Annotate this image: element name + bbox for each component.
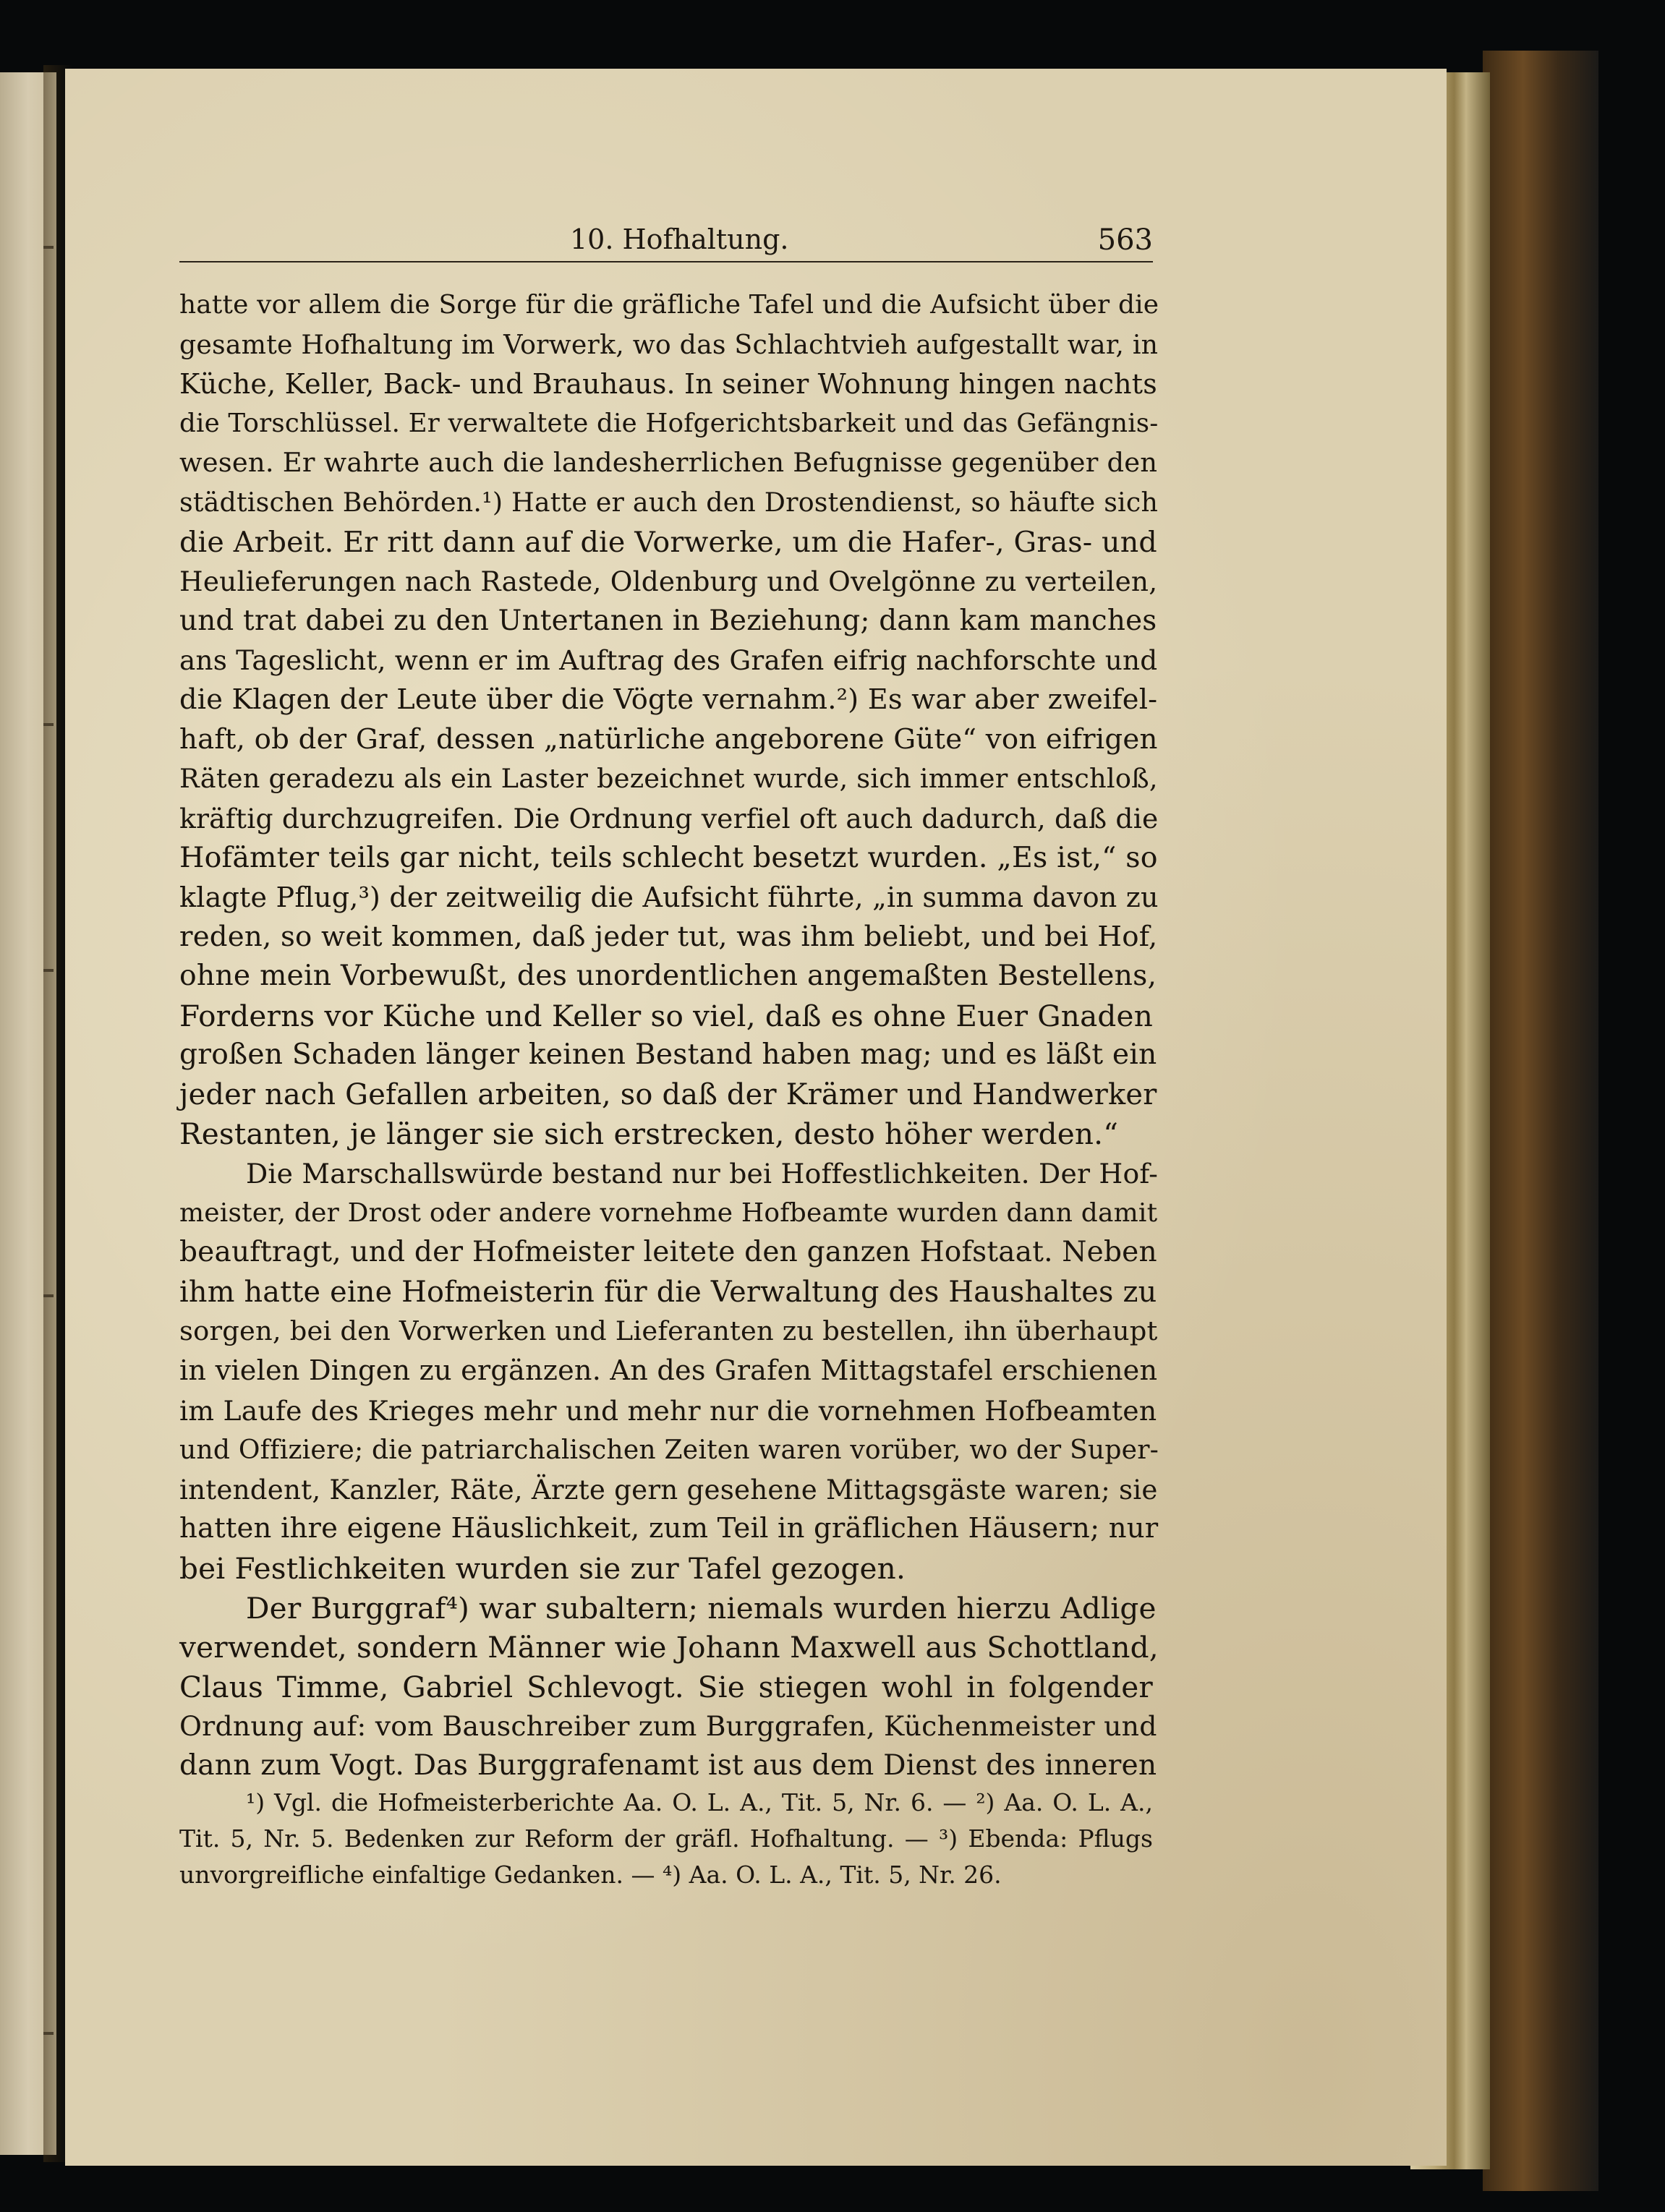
text-line: wesen. Er wahrte auch die landesherrlichen Befugnisse gegenüber den <box>179 447 1158 479</box>
text-line: Küche, Keller, Back- und Brauhaus. In seiner Wohnung hingen nachts <box>179 368 1157 401</box>
text-line: kräftig durchzugreifen. Die Ordnung verfiel oft auch dadurch, daß die <box>179 802 1159 834</box>
footnote-line: unvorgreifliche einfaltige Gedanken. — ⁴) Aa. O. L. A., Tit. 5, Nr. 26. <box>179 1861 1002 1889</box>
footnote-line: Tit. 5, Nr. 5. Bedenken zur Reform der gräfl. Hofhaltung. — ³) Ebenda: Pflugs <box>179 1824 1153 1853</box>
text-line: in vielen Dingen zu ergänzen. An des Grafen Mittagstafel erschienen <box>179 1355 1158 1388</box>
page-header <box>179 221 1153 262</box>
body-text <box>179 286 1159 1786</box>
text-line: städtischen Behörden.¹) Hatte er auch den Drostendienst, so häufte sich <box>179 486 1159 518</box>
text-line: und Offiziere; die patriarchalischen Zeiten waren vorüber, wo der Super- <box>179 1435 1159 1466</box>
text-line: dann zum Vogt. Das Burggrafenamt ist aus dem Dienst des inneren <box>179 1748 1157 1782</box>
text-line: Räten geradezu als ein Laster bezeichnet wurde, sich immer entschloß, <box>179 763 1158 795</box>
text-line: die Klagen der Leute über die Vögte vernahm.²) Es war aber zweifel- <box>179 683 1158 716</box>
text-line: ihm hatte eine Hofmeisterin für die Verwaltung des Haushaltes zu <box>179 1275 1157 1309</box>
text-line: bei Festlichkeiten wurden sie zur Tafel gezogen. <box>179 1551 906 1586</box>
text-line: sorgen, bei den Vorwerken und Lieferanten zu bestellen, ihn überhaupt <box>179 1315 1158 1347</box>
page-number: 563 <box>1097 223 1153 257</box>
text-line: jeder nach Gefallen arbeiten, so daß der Krämer und Handwerker <box>179 1077 1157 1111</box>
binding-stitch <box>43 723 54 726</box>
text-line: Ordnung auf: vom Bauschreiber zum Burggrafen, Küchenmeister und <box>179 1710 1157 1743</box>
text-line: großen Schaden länger keinen Bestand haben mag; und es läßt ein <box>179 1038 1157 1072</box>
text-line: gesamte Hofhaltung im Vorwerk, wo das Schlachtvieh aufgestallt war, in <box>179 328 1159 360</box>
text-line: reden, so weit kommen, daß jeder tut, was ihm beliebt, und bei Hof, <box>179 920 1158 953</box>
binding-stitch <box>43 2032 54 2035</box>
text-line: meister, der Drost oder andere vornehme Hofbeamte wurden dann damit <box>179 1197 1158 1228</box>
text-line: Die Marschallswürde bestand nur bei Hoffestlichkeiten. Der Hof- <box>246 1158 1159 1190</box>
binding-stitch <box>43 246 54 249</box>
text-line: hatte vor allem die Sorge für die gräfliche Tafel und die Aufsicht über die <box>179 290 1159 320</box>
text-line: Forderns vor Küche und Keller so viel, daß es ohne Euer Gnaden <box>179 998 1153 1033</box>
text-line: und trat dabei zu den Untertanen in Beziehung; dann kam manches <box>179 604 1157 637</box>
text-line: Claus Timme, Gabriel Schlevogt. Sie stiegen wohl in folgender <box>179 1669 1153 1704</box>
text-line: ohne mein Vorbewußt, des unordentlichen angemaßten Bestellens, <box>179 960 1157 993</box>
footnote-line: ¹) Vgl. die Hofmeisterberichte Aa. O. L. A., Tit. 5, Nr. 6. — ²) Aa. O. L. A., <box>246 1788 1153 1816</box>
book-cover-edge <box>1483 51 1598 2191</box>
text-line: verwendet, sondern Männer wie Johann Maxwell aus Schottland, <box>179 1630 1159 1665</box>
text-line: ans Tageslicht, wenn er im Auftrag des Grafen eifrig nachforschte und <box>179 644 1158 677</box>
text-line: haft, ob der Graf, dessen „natürliche angeborene Güte“ von eifrigen <box>179 722 1158 756</box>
text-line: die Torschlüssel. Er verwaltete die Hofgerichtsbarkeit und das Gefängnis- <box>179 408 1159 438</box>
text-line: hatten ihre eigene Häuslichkeit, zum Teil in gräflichen Häusern; nur <box>179 1512 1159 1545</box>
text-line: Restanten, je länger sie sich erstrecken, desto höher werden.“ <box>179 1116 1119 1152</box>
binding-stitch <box>43 1294 54 1297</box>
text-line: intendent, Kanzler, Räte, Ärzte gern gesehene Mittagsgäste waren; sie <box>179 1473 1158 1506</box>
text-line: Der Burggraf⁴) war subaltern; niemals wurden hierzu Adlige <box>246 1590 1157 1626</box>
text-line: klagte Pflug,³) der zeitweilig die Aufsicht führte, „in summa davon zu <box>179 881 1159 913</box>
text-line: im Laufe des Krieges mehr und mehr nur die vornehmen Hofbeamten <box>179 1394 1157 1427</box>
running-head: 10. Hofhaltung. <box>570 223 789 255</box>
text-line: Hofämter teils gar nicht, teils schlecht besetzt wurden. „Es ist,“ so <box>179 841 1158 875</box>
text-line: die Arbeit. Er ritt dann auf die Vorwerke, um die Hafer-, Gras- und <box>179 525 1157 559</box>
text-line: Heulieferungen nach Rastede, Oldenburg und Ovelgönne zu verteilen, <box>179 565 1158 598</box>
text-line: beauftragt, und der Hofmeister leitete den ganzen Hofstaat. Neben <box>179 1236 1157 1269</box>
binding-stitch <box>43 969 54 972</box>
footnotes <box>179 1785 1153 1893</box>
